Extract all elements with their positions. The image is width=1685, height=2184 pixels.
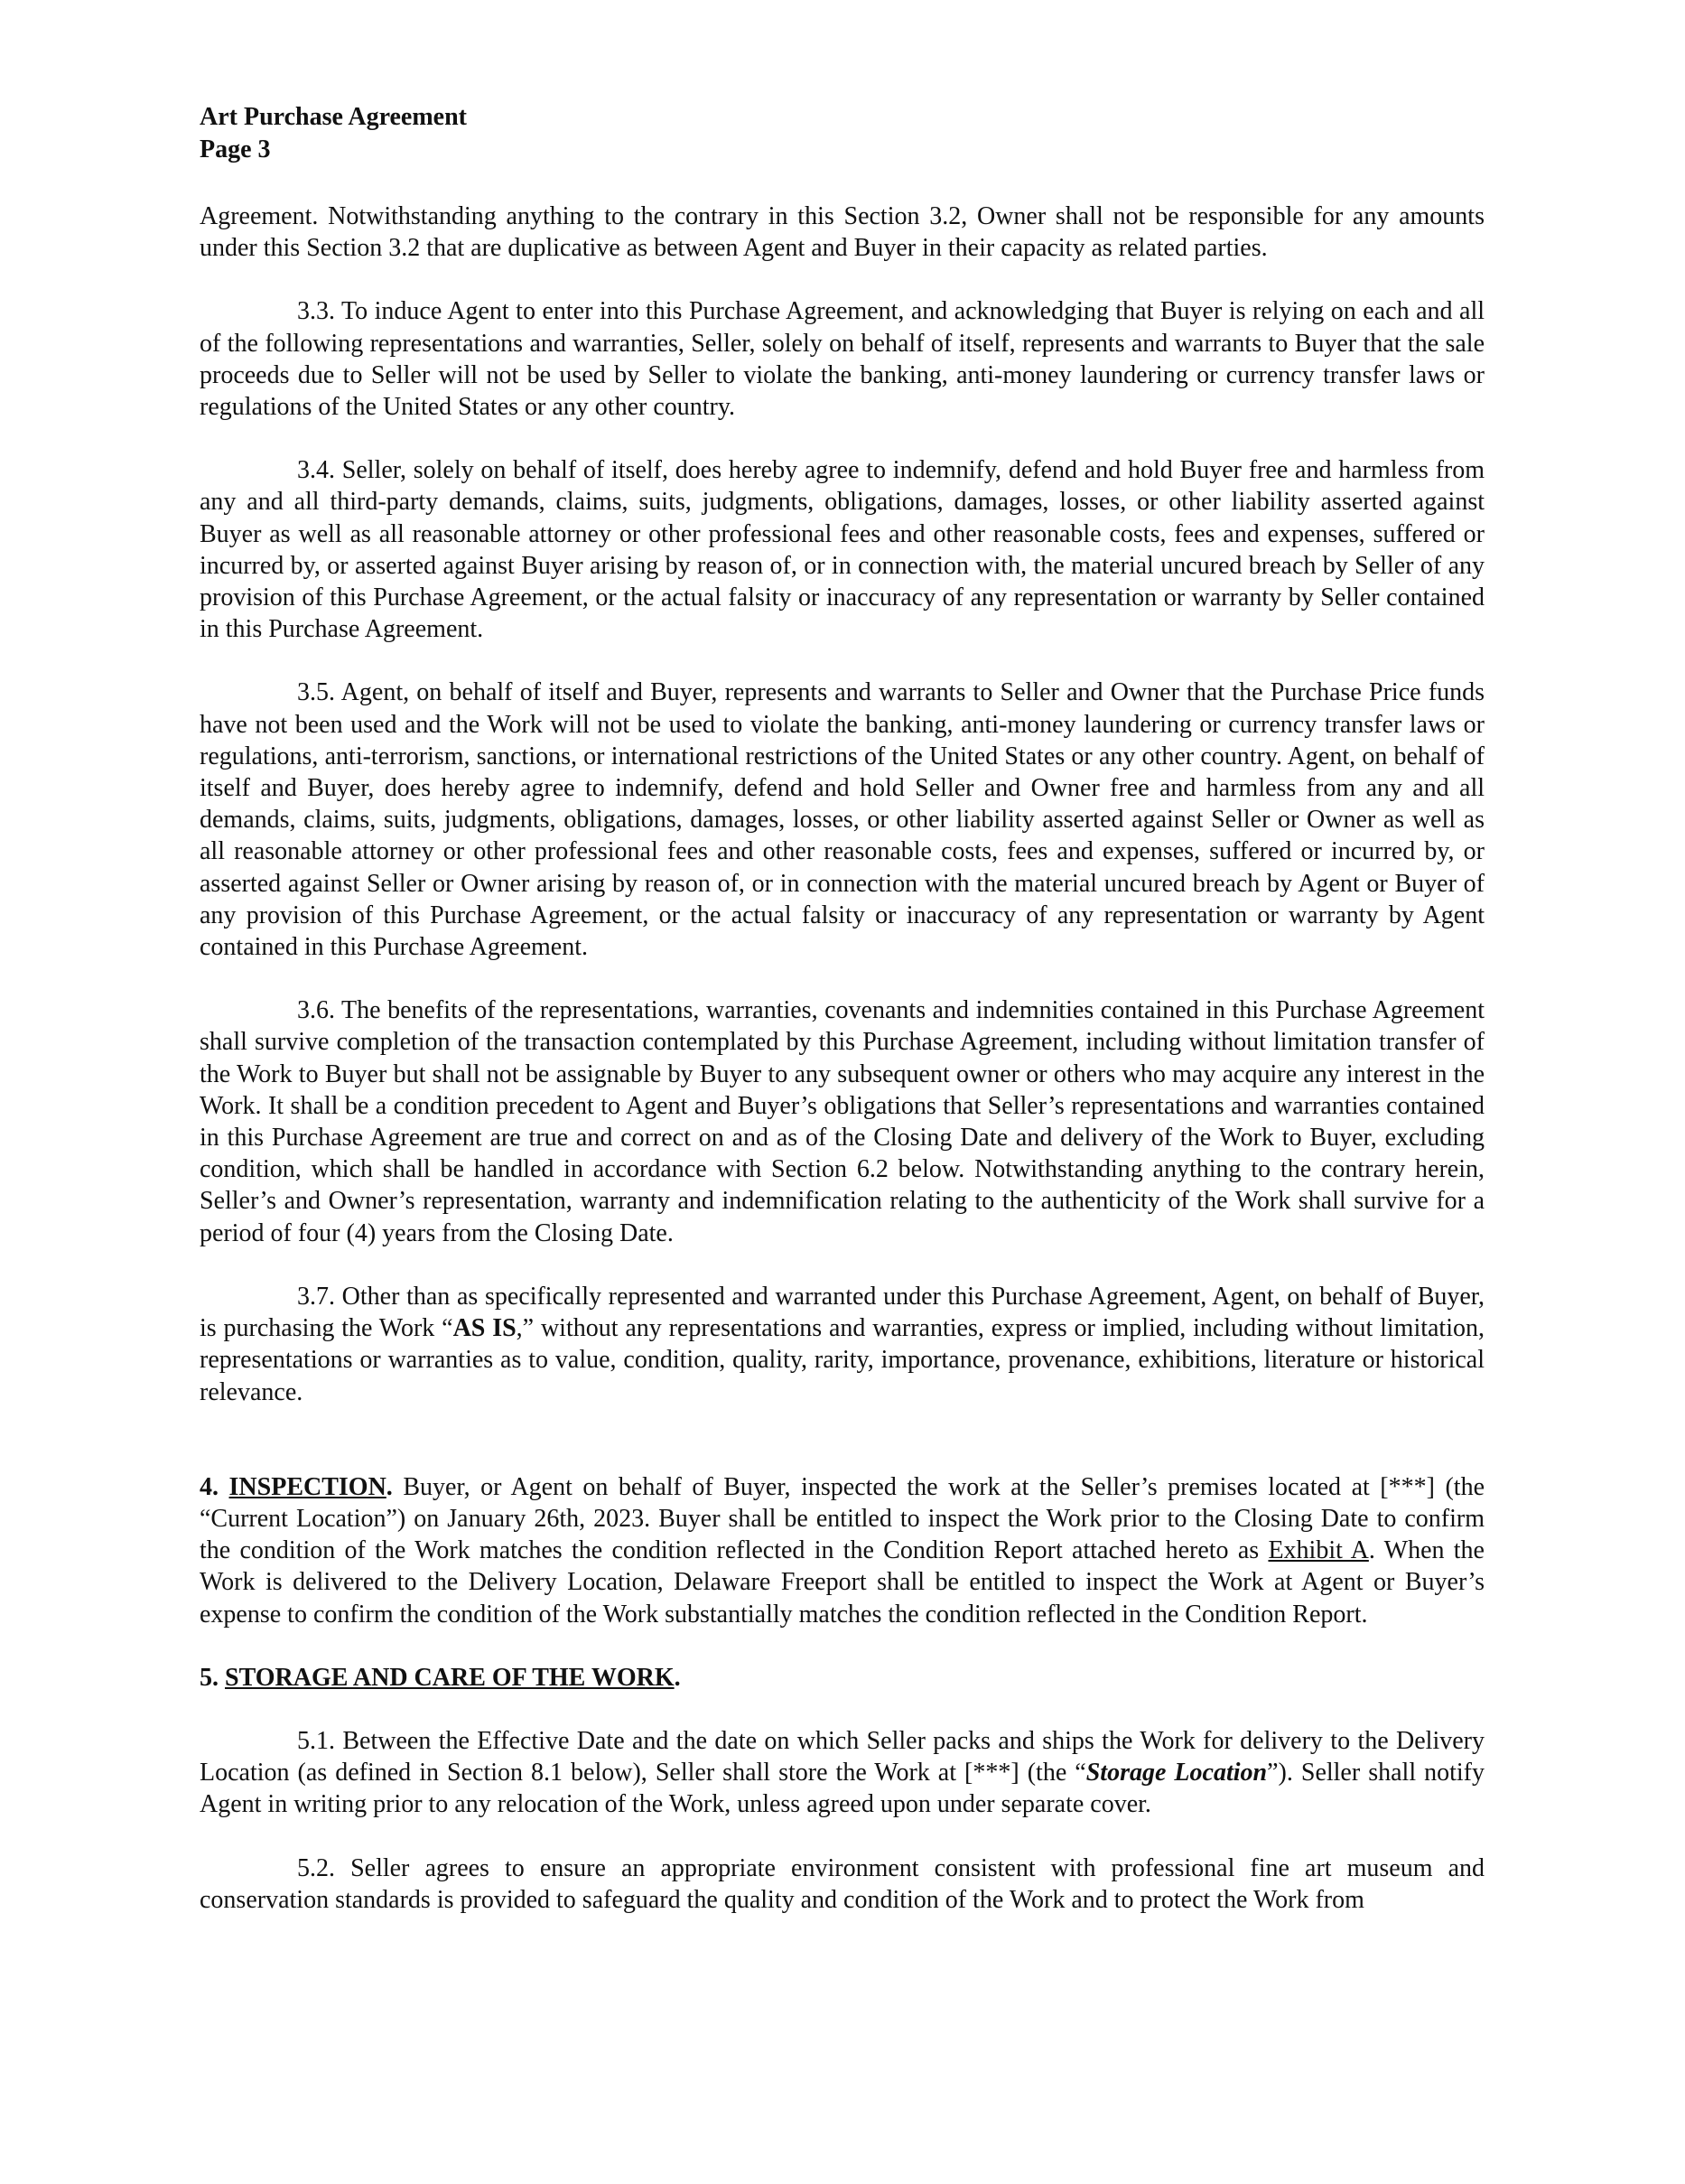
- document-body: [200, 201, 1485, 1947]
- section-4-heading: INSPECTION: [228, 1472, 386, 1501]
- paragraph-3-7: 3.7. Other than as specifically represented and warranted under this Purchase Agreement, Agent, on behalf of Buyer, is purchasing the Work “AS IS,” without any representations and warranties, express or implied, including without limitation, representations or warranties as to value, condition, quality, rarity, importance, provenance, exhibitions, literature or historical relevance.: [200, 1282, 1485, 1406]
- paragraph-4-inspection: 4. INSPECTION. Buyer, or Agent on behalf of Buyer, inspected the work at the Seller’s premises located at [***] (the “Current Location”) on January 26th, 2023. Buyer shall be entitled to inspect the Work prior to the Closing Date to confirm the condition of the Work matches the condition reflected in the Condition Report attached hereto as Exhibit A. When the Work is delivered to the Delivery Location, Delaware Freeport shall be entitled to inspect the Work at Agent or Buyer’s expense to confirm the condition of the Work substantially matches the condition reflected in the Condition Report.: [200, 1472, 1485, 1629]
- section-5-heading: STORAGE AND CARE OF THE WORK: [225, 1663, 675, 1692]
- paragraph-3-3: 3.3. To induce Agent to enter into this Purchase Agreement, and acknowledging that Buyer is relying on each and all of the following representations and warranties, Seller, solely on behalf of itself, represents and warrants to Buyer that the sale proceeds due to Seller will not be used by Seller to violate the banking, anti-money laundering or currency transfer laws or regulations of the United States or any other country.: [200, 297, 1485, 422]
- paragraph-3-5: 3.5. Agent, on behalf of itself and Buyer, represents and warrants to Seller and Owner that the Purchase Price funds have not been used and the Work will not be used to violate the banking, anti-money laundering or currency transfer laws or regulations, anti-terrorism, sanctions, or international restrictions of the United States or any other country. Agent, on behalf of itself and Buyer, does hereby agree to indemnify, defend and hold Seller and Owner free and harmless from any and all demands, claims, suits, judgments, obligations, damages, losses, or other liability asserted against Seller or Owner as well as all reasonable attorney or other professional fees and other reasonable costs, fees and expenses, suffered or incurred by, or asserted against Seller or Owner arising by reason of, or in connection with the material uncured breach by Agent or Buyer of any provision of this Purchase Agreement, or the actual falsity or inaccuracy of any representation or warranty by Agent contained in this Purchase Agreement.: [200, 678, 1485, 962]
- document-title: Art Purchase Agreement: [200, 103, 467, 131]
- paragraph-3-4: 3.4. Seller, solely on behalf of itself, does hereby agree to indemnify, defend and hold Buyer free and harmless from any and all third-party demands, claims, suits, judgments, obligations, damages, losses, or other liability asserted against Buyer as well as all reasonable attorney or other professional fees and other reasonable costs, fees and expenses, suffered or incurred by, or asserted against Buyer arising by reason of, or in connection with, the material uncured breach by Seller of any provision of this Purchase Agreement, or the actual falsity or inaccuracy of any representation or warranty by Seller contained in this Purchase Agreement.: [200, 456, 1485, 644]
- paragraph-continuation: Agreement. Notwithstanding anything to the contrary in this Section 3.2, Owner shall not be responsible for any amounts under this Section 3.2 that are duplicative as between Agent and Buyer in their capacity as related parties.: [200, 202, 1485, 263]
- paragraph-5-1: 5.1. Between the Effective Date and the date on which Seller packs and ships the Work for delivery to the Delivery Location (as defined in Section 8.1 below), Seller shall store the Work at [***] (the “Storage Location”). Seller shall notify Agent in writing prior to any relocation of the Work, unless agreed upon under separate cover.: [200, 1726, 1485, 1819]
- page-number: Page 3: [200, 135, 271, 163]
- exhibit-a-reference: Exhibit A: [1268, 1536, 1369, 1565]
- section-5-number: 5.: [200, 1663, 225, 1692]
- section-4-number: 4.: [200, 1472, 229, 1501]
- as-is-term: AS IS: [452, 1314, 517, 1343]
- paragraph-5-2: 5.2. Seller agrees to ensure an appropriate environment consistent with professional fine art museum and conservation standards is provided to safeguard the quality and condition of the Work and to protect the Work from: [200, 1853, 1485, 1914]
- page-header: [200, 101, 467, 166]
- paragraph-3-6: 3.6. The benefits of the representations, warranties, covenants and indemnities contained in this Purchase Agreement shall survive completion of the transaction contemplated by this Purchase Agreement, including without limitation transfer of the Work to Buyer but shall not be assignable by Buyer to any subsequent owner or others who may acquire any interest in the Work. It shall be a condition precedent to Agent and Buyer’s obligations that Seller’s representations and warranties contained in this Purchase Agreement are true and correct on and as of the Closing Date and delivery of the Work to Buyer, excluding condition, which shall be handled in accordance with Section 6.2 below. Notwithstanding anything to the contrary herein, Seller’s and Owner’s representation, warranty and indemnification relating to the authenticity of the Work shall survive for a period of four (4) years from the Closing Date.: [200, 996, 1485, 1247]
- section-5-heading-line: 5. STORAGE AND CARE OF THE WORK.: [200, 1663, 681, 1692]
- storage-location-term: Storage Location: [1085, 1759, 1268, 1787]
